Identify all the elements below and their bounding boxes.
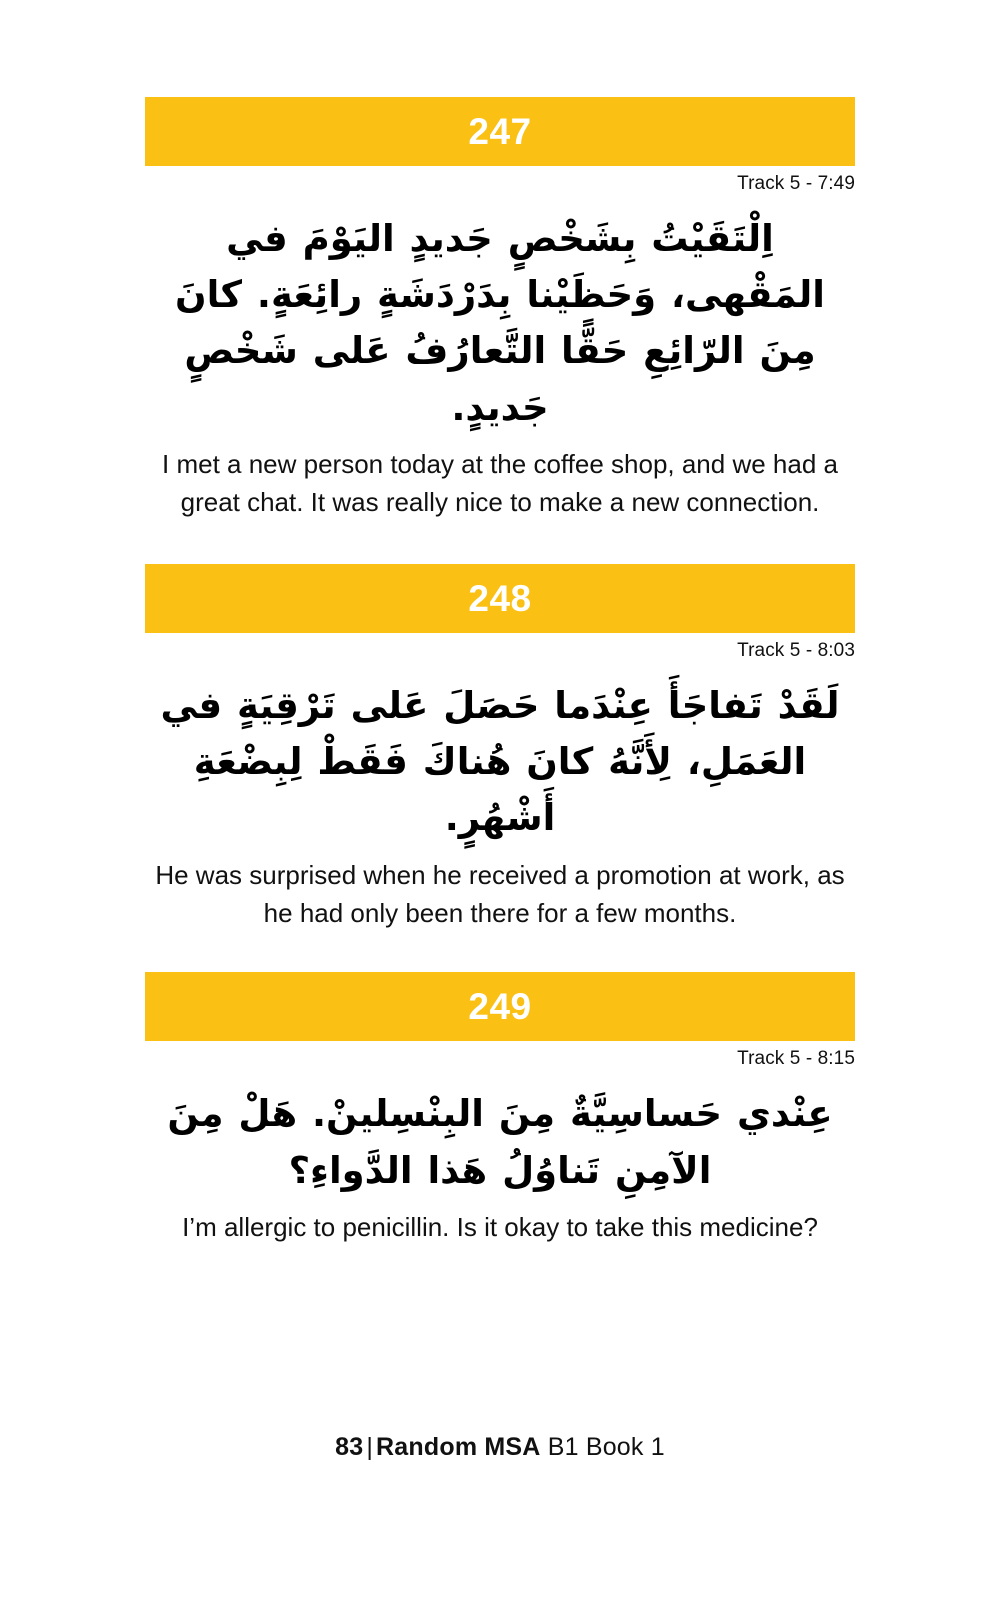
footer-book-title: Random MSA bbox=[376, 1433, 541, 1461]
track-row bbox=[145, 166, 855, 195]
arabic-sentence: اِلْتَقَيْتُ بِشَخْصٍ جَديدٍ اليَوْمَ في المَقْهى، وَحَظَيْنا بِدَرْدَشَةٍ رائِعَةٍ. كانَ مِنَ الرّائِعِ حَقًّا التَّعارُفُ عَلى شَخْصٍ جَديدٍ. bbox=[175, 217, 825, 429]
footer-separator: | bbox=[366, 1433, 374, 1461]
english-translation: He was surprised when he received a promotion at work, as he had only been there for a few months. bbox=[155, 859, 845, 928]
track-row bbox=[145, 633, 855, 662]
card-number: 249 bbox=[468, 986, 532, 1028]
english-translation: I met a new person today at the coffee shop, and we had a great chat. It was really nice to make a new connection. bbox=[162, 448, 838, 517]
card-spacer bbox=[145, 932, 855, 972]
footer-book-subtitle: B1 Book 1 bbox=[547, 1433, 665, 1461]
track-label: Track 5 - 8:15 bbox=[737, 1048, 855, 1070]
card-number: 248 bbox=[468, 577, 532, 619]
card-spacer bbox=[145, 522, 855, 564]
card-header-banner bbox=[145, 97, 855, 166]
track-label: Track 5 - 7:49 bbox=[737, 173, 855, 194]
top-spacer bbox=[145, 0, 855, 97]
card-header-banner bbox=[145, 972, 855, 1041]
phrase-card bbox=[145, 564, 855, 933]
english-translation: I’m allergic to penicillin. Is it okay to take this medicine? bbox=[182, 1211, 818, 1242]
track-row bbox=[145, 1041, 855, 1070]
footer-page-number: 83 bbox=[335, 1433, 364, 1461]
phrase-card bbox=[145, 972, 855, 1246]
arabic-sentence: لَقَدْ تَفاجَأَ عِنْدَما حَصَلَ عَلى تَرْقِيَةٍ في العَمَلِ، لِأَنَّهُ كانَ هُناكَ فَقَطْ لِبِضْعَةِ أَشْهُرٍ. bbox=[160, 683, 840, 840]
card-number: 247 bbox=[468, 111, 532, 152]
arabic-sentence: عِنْدي حَساسِيَّةٌ مِنَ البِنْسِلينْ. هَلْ مِنَ الآمِنِ تَناوُلُ هَذا الدَّواءِ؟ bbox=[167, 1092, 833, 1192]
track-label: Track 5 - 8:03 bbox=[737, 639, 855, 661]
card-header-banner bbox=[145, 564, 855, 633]
page-footer bbox=[0, 1433, 1000, 1462]
phrase-card bbox=[145, 97, 855, 522]
